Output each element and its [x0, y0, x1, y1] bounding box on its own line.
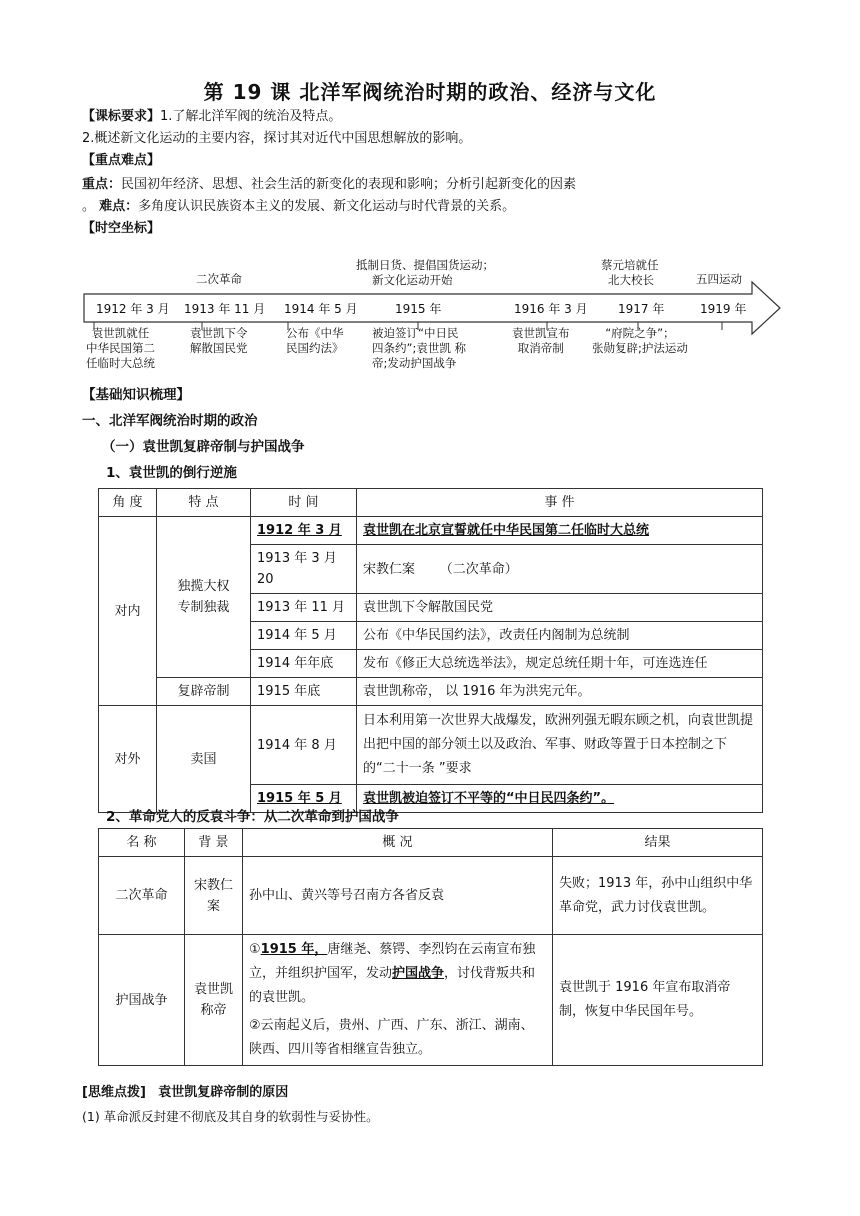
section-1-heading: 一、北洋军阀统治时期的政治: [82, 413, 258, 429]
timeline-above-2: 抵制日货、提倡国货运动；: [356, 258, 494, 272]
timeline-event-3-line-2: 民国约法》: [286, 341, 344, 355]
col-header-time: 时 间: [251, 489, 357, 517]
timeline-event-1-line-1: 袁世凯就任: [91, 326, 150, 340]
row-event: 发布《修正大总统选举法》，规定总统任期十年，可连选连任: [357, 650, 763, 678]
row-background: [185, 857, 243, 935]
thinking-tip-line: [82, 1084, 782, 1102]
difficulty-text: 多角度认识民族资本主义的发展、新文化运动与时代背景的关系。: [138, 199, 516, 214]
timeline-event-2-line-2: 解散国民党: [190, 341, 248, 355]
row-overview: [243, 935, 553, 1066]
overview-key-term: 护国战争: [392, 966, 445, 981]
curriculum-line-1: [82, 108, 782, 126]
row-background-line-2: 称帝: [200, 1003, 227, 1018]
overview-para-1: [249, 938, 546, 1010]
trait-autocracy: [157, 517, 251, 678]
group-domestic: 对内: [99, 517, 157, 706]
timeline-date-5: 1916 年 3 月: [514, 302, 588, 316]
timeline-event-2: [190, 326, 248, 356]
timeline-above-6: 五四运动: [696, 272, 742, 286]
timeline-date-1: 1912 年 3 月: [96, 302, 170, 316]
timeline-event-5-line-1: 袁世凯宣布: [512, 326, 570, 340]
key-point-label: 重点：: [82, 177, 122, 192]
row-time: 1913 年 11 月: [251, 594, 357, 622]
timeline-event-4-line-3: 帝;发动护国战争: [372, 356, 457, 370]
row-time: 1912 年 3 月: [251, 517, 357, 545]
basics-label: 【基础知识梳理】: [82, 387, 190, 403]
timeline-event-4-line-2: 四条约”;袁世凯 称: [372, 341, 466, 355]
thinking-tip-title: 袁世凯复辟帝制的原因: [158, 1085, 289, 1100]
overview-marker: ①: [249, 942, 261, 957]
row-background-line-1: 宋教仁: [193, 877, 233, 893]
timeline-date-7: 1919 年: [700, 302, 747, 316]
group-foreign: 对外: [99, 706, 157, 813]
timeline-event-6-line-2: 张勋复辟;护法运动: [592, 341, 688, 355]
timeline-above-4: 蔡元培就任: [601, 258, 659, 272]
row-time: 1914 年 8 月: [251, 706, 357, 785]
timeline-event-5-line-2: 取消帝制: [517, 341, 564, 355]
difficulty-line: [82, 198, 782, 216]
yuan-actions-table: [98, 488, 763, 813]
timeline-event-5: [512, 326, 570, 356]
table-row: [99, 678, 763, 706]
row-event: 袁世凯称帝， 以 1916 年为洪宪元年。: [357, 678, 763, 706]
row-event: 袁世凯下令解散国民党: [357, 594, 763, 622]
page-title: 第 19 课 北洋军阀统治时期的政治、经济与文化: [203, 80, 657, 104]
row-name: 护国战争: [99, 935, 185, 1066]
col-header-overview: 概 况: [243, 829, 553, 857]
row-time: 1914 年年底: [251, 650, 357, 678]
timeline-date-3: 1914 年 5 月: [284, 302, 358, 316]
trait-treason: 卖国: [157, 706, 251, 813]
row-time: 1915 年底: [251, 678, 357, 706]
row-name: 二次革命: [99, 857, 185, 935]
timeline-event-1: [86, 326, 155, 371]
timeline-date-4: 1915 年: [395, 302, 442, 316]
timeline-event-3-line-1: 公布《中华: [286, 326, 344, 340]
curriculum-item-2: 2.概述新文化运动的主要内容，探讨其对近代中国思想解放的影响。: [82, 131, 472, 146]
col-header-event: 事 件: [357, 489, 763, 517]
row-overview: 孙中山、黄兴等号召南方各省反袁: [243, 857, 553, 935]
trait-autocracy-line-2: 专制独裁: [177, 600, 230, 615]
row-time: 1914 年 5 月: [251, 622, 357, 650]
timeline-event-1-line-2: 中华民国第二: [86, 341, 155, 355]
timeline-event-3: [286, 326, 344, 356]
timeline-event-6-line-1: “府院之争”；: [605, 326, 675, 340]
difficulty-prefix: 。: [82, 199, 100, 214]
timeline-date-6: 1917 年: [618, 302, 665, 316]
col-header-background: 背 景: [185, 829, 243, 857]
curriculum-item-1: 1.了解北洋军阀的统治及特点。: [160, 109, 342, 124]
timeline-event-4: [372, 326, 466, 371]
table-header-row: [99, 489, 763, 517]
trait-restoration: 复辟帝制: [157, 678, 251, 706]
overview-year: 1915 年，: [260, 942, 328, 957]
timeline-event-6: [592, 326, 688, 356]
row-event: 宋教仁案 （二次革命）: [357, 545, 763, 594]
row-event: 公布《中华民国约法》，改责任内阁制为总统制: [357, 622, 763, 650]
row-time: 1915 年 5 月: [251, 785, 357, 813]
timeline-above-1: 二次革命: [196, 272, 242, 286]
row-event: 袁世凯在北京宣誓就任中华民国第二任临时大总统: [357, 517, 763, 545]
key-points-label: 【重点难点】: [82, 153, 161, 168]
row-background-line-1: 袁世凯: [193, 982, 233, 997]
timeline: [82, 252, 782, 372]
timeline-label: 【时空坐标】: [82, 221, 161, 236]
row-event: 日本利用第一次世界大战爆发，欧洲列强无暇东顾之机，向袁世凯提出把中国的部分领土以及政治、军事、财政等置于日本控制之下的“二十一条 ”要求: [357, 706, 763, 785]
section-1-1-1-heading: 1、袁世凯的倒行逆施: [106, 465, 237, 481]
section-1-1-2-heading: 2、革命党人的反袁斗争：从二次革命到护国战争: [106, 809, 399, 825]
col-header-aspect: 角 度: [99, 489, 157, 517]
trait-autocracy-line-1: 独揽大权: [177, 579, 230, 594]
overview-para-2: ②云南起义后，贵州、广西、广东、浙江、湖南、陕西、四川等省相继宣告独立。: [249, 1018, 534, 1057]
table-row: [99, 935, 763, 1066]
table-header-row: [99, 829, 763, 857]
timeline-event-2-line-1: 袁世凯下令: [190, 326, 248, 340]
section-1-1-heading: （一）袁世凯复辟帝制与护国战争: [102, 439, 305, 455]
row-result: 失败；1913 年，孙中山组织中华革命党，武力讨伐袁世凯。: [553, 857, 763, 935]
row-result: 袁世凯于 1916 年宣布取消帝制，恢复中华民国年号。: [553, 935, 763, 1066]
col-header-trait: 特 点: [157, 489, 251, 517]
key-point-text: 民国初年经济、思想、社会生活的新变化的表现和影响；分析引起新变化的因素: [121, 177, 577, 192]
row-time: 1913 年 3 月 20: [251, 545, 357, 594]
overview-text-a: 唐继尧、蔡锷、李烈钧在云南宣布独立，并组织护国军，发动: [249, 942, 536, 981]
difficulty-label: 难点：: [99, 199, 139, 214]
timeline-event-4-line-1: 被迫签订“中日民: [372, 326, 459, 340]
curriculum-label: 【课标要求】: [82, 109, 161, 124]
key-point-line: [82, 176, 782, 194]
col-header-result: 结果: [553, 829, 763, 857]
timeline-event-1-line-3: 任临时大总统: [86, 356, 155, 370]
table-row: [99, 857, 763, 935]
timeline-above-3: 新文化运动开始: [372, 273, 453, 287]
row-event: 袁世凯被迫签订不平等的“中日民四条约”。: [357, 785, 763, 813]
row-background: [185, 935, 243, 1066]
anti-yuan-table: [98, 828, 763, 1066]
row-background-line-2: 案: [206, 898, 220, 914]
thinking-tip-item-1: (1) 革命派反封建不彻底及其自身的软弱性与妥协性。: [82, 1109, 379, 1124]
timeline-date-2: 1913 年 11 月: [184, 302, 266, 316]
col-header-name: 名 称: [99, 829, 185, 857]
timeline-above-5: 北大校长: [608, 273, 654, 287]
overview-text-b: ，讨伐背叛共和的袁世凯。: [249, 966, 536, 1005]
table-row: [99, 517, 763, 545]
table-row: [99, 706, 763, 785]
thinking-tip-label: [思维点拨]: [82, 1085, 146, 1100]
